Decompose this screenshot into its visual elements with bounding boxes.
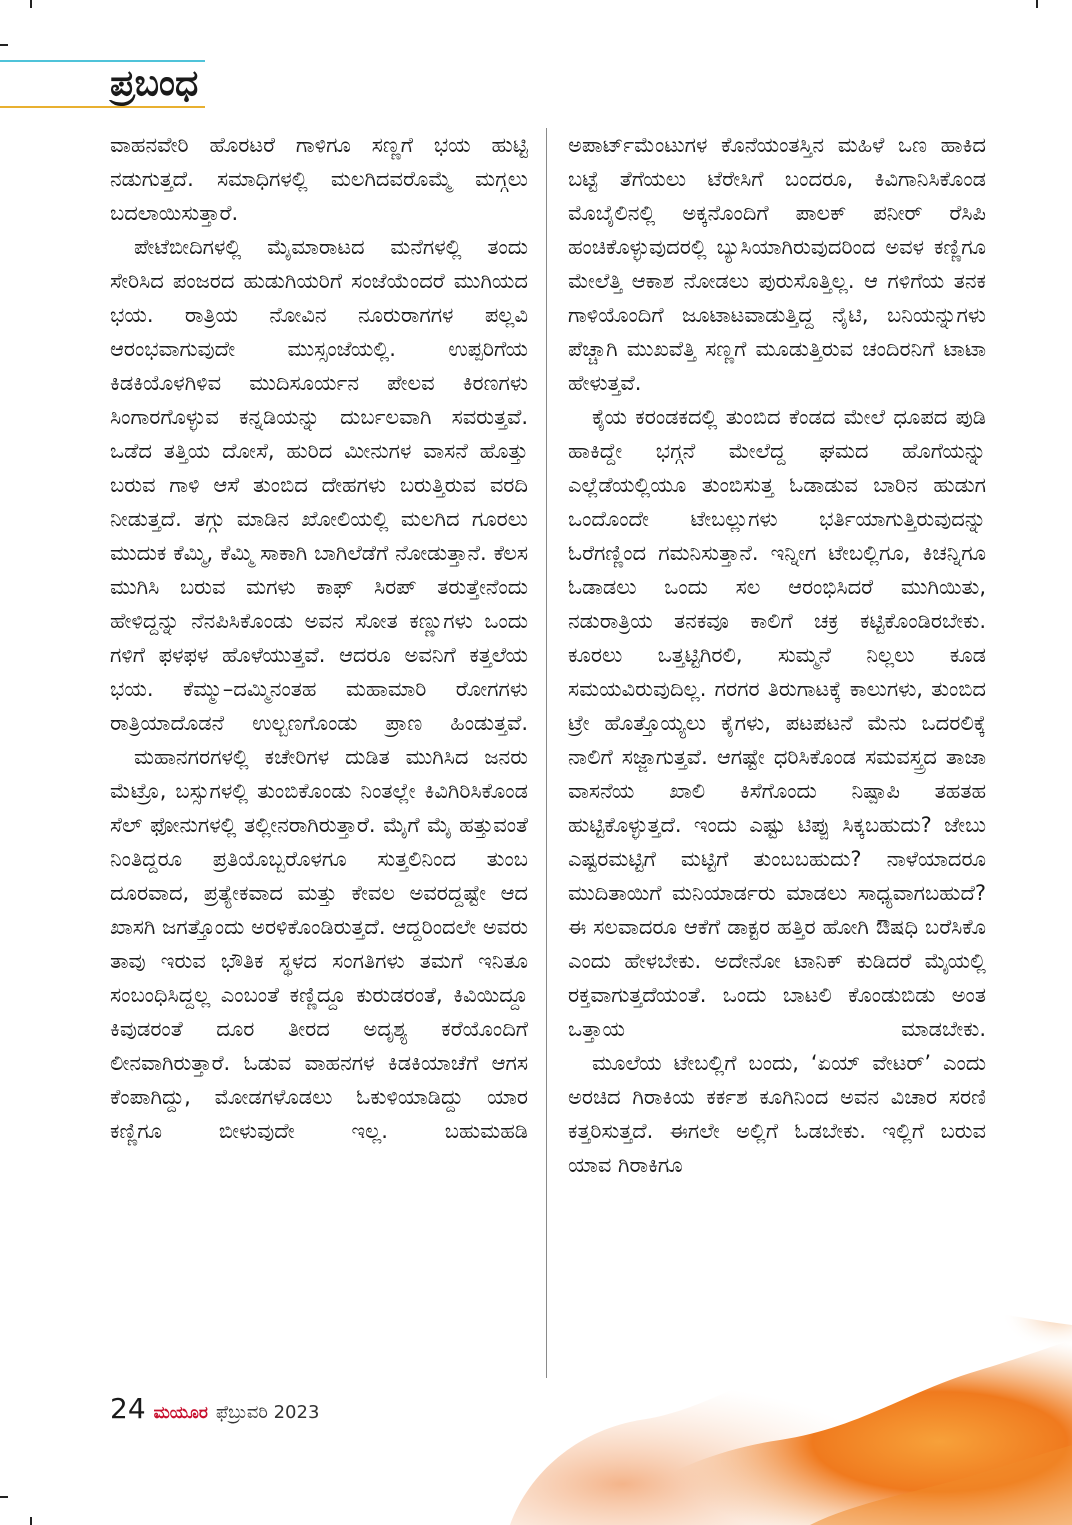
crop-mark-left-upper [0, 44, 8, 46]
paragraph: ಪೇಟೆಬೀದಿಗಳಲ್ಲಿ ಮೈಮಾರಾಟದ ಮನೆಗಳಲ್ಲಿ ತಂದು ಸೇರಿಸಿದ ಪಂಜರದ ಹುಡುಗಿಯರಿಗೆ ಸಂಜೆಯೆಂದರೆ ಮುಗಿಯದ ಭಯ. ರಾತ್ರಿಯ ನೋವಿನ ನೂರುರಾಗಗಳ ಪಲ್ಲವಿ ಆರಂಭವಾಗುವುದೇ ಮುಸ್ಸಂಜೆಯಲ್ಲಿ. ಉಪ್ಪರಿಗೆಯ ಕಿಡಕಿಯೊಳಗಿಳಿವ ಮುದಿಸೂರ್ಯನ ಪೇಲವ ಕಿರಣಗಳು ಸಿಂಗಾರಗೊಳ್ಳುವ ಕನ್ನಡಿಯನ್ನು ದುರ್ಬಲವಾಗಿ ಸವರುತ್ತವೆ. ಒಡೆದ ತತ್ತಿಯ ದೋಸೆ, ಹುರಿದ ಮೀನುಗಳ ವಾಸನೆ ಹೊತ್ತು ಬರುವ ಗಾಳಿ ಆಸೆ ತುಂಬಿದ ದೇಹಗಳು ಬರುತ್ತಿರುವ ವರದಿ ನೀಡುತ್ತದೆ. ತಗ್ಗು ಮಾಡಿನ ಖೋಲಿಯಲ್ಲಿ ಮಲಗಿದ ಗೂರಲು ಮುದುಕ ಕೆಮ್ಮಿ, ಕೆಮ್ಮಿ ಸಾಕಾಗಿ ಬಾಗಿಲೆಡೆಗೆ ನೋಡುತ್ತಾನೆ. ಕೆಲಸ ಮುಗಿಸಿ ಬರುವ ಮಗಳು ಕಾಫ್ ಸಿರಪ್ ತರುತ್ತೇನೆಂದು ಹೇಳಿದ್ದನ್ನು ನೆನಪಿಸಿಕೊಂಡು ಅವನ ಸೋತ ಕಣ್ಣುಗಳು ಒಂದು ಗಳಿಗೆ ಫಳಫಳ ಹೊಳೆಯುತ್ತವೆ. ಆದರೂ ಅವನಿಗೆ ಕತ್ತಲೆಯ ಭಯ. ಕೆಮ್ಮು–ದಮ್ಮಿನಂತಹ ಮಹಾಮಾರಿ ರೋಗಗಳು ರಾತ್ರಿಯಾದೊಡನೆ ಉಲ್ಬಣಗೊಂಡು ಪ್ರಾಣ ಹಿಂಡುತ್ತವೆ. [110, 235, 528, 735]
column-divider [546, 128, 547, 1378]
paragraph: ಮಹಾನಗರಗಳಲ್ಲಿ ಕಚೇರಿಗಳ ದುಡಿತ ಮುಗಿಸಿದ ಜನರು ಮೆಟ್ರೊ, ಬಸ್ಸುಗಳಲ್ಲಿ ತುಂಬಿಕೊಂಡು ನಿಂತಲ್ಲೇ ಕಿವಿಗಿರಿಸಿಕೊಂಡ ಸೆಲ್ ಫೋನುಗಳಲ್ಲಿ ತಲ್ಲೀನರಾಗಿರುತ್ತಾರೆ. ಮೈಗೆ ಮೈ ಹತ್ತುವಂತೆ ನಿಂತಿದ್ದರೂ ಪ್ರತಿಯೊಬ್ಬರೊಳಗೂ ಸುತ್ತಲಿನಿಂದ ತುಂಬ ದೂರವಾದ, ಪ್ರತ್ಯೇಕವಾದ ಮತ್ತು ಕೇವಲ ಅವರದ್ದಷ್ಟೇ ಆದ ಖಾಸಗಿ ಜಗತ್ತೊಂದು ಅರಳಿಕೊಂಡಿರುತ್ತದೆ. ಆದ್ದರಿಂದಲೇ ಅವರು ತಾವು ಇರುವ ಭೌತಿಕ ಸ್ಥಳದ ಸಂಗತಿಗಳು ತಮಗೆ ಇನಿತೂ ಸಂಬಂಧಿಸಿದ್ದಲ್ಲ ಎಂಬಂತೆ ಕಣ್ಣಿದ್ದೂ ಕುರುಡರಂತೆ, ಕಿವಿಯಿದ್ದೂ ಕಿವುಡರಂತೆ ದೂರ ತೀರದ ಅದೃಶ್ಯ ಕರೆಯೊಂದಿಗೆ ಲೀನವಾಗಿರುತ್ತಾರೆ. ಓಡುವ ವಾಹನಗಳ ಕಿಡಕಿಯಾಚೆಗೆ ಆಗಸ ಕೆಂಪಾಗಿದ್ದು, ಮೋಡಗಳೊಡಲು ಓಕುಳಿಯಾಡಿದ್ದು ಯಾರ ಕಣ್ಣಿಗೂ ಬೀಳುವುದೇ ಇಲ್ಲ. ಬಹುಮಹಡಿ [110, 745, 528, 1143]
watercolor-splash-decoration [510, 1300, 1072, 1525]
paragraph: ಅಪಾರ್ಟ್‌ಮೆಂಟುಗಳ ಕೊನೆಯಂತಸ್ತಿನ ಮಹಿಳೆ ಒಣ ಹಾಕಿದ ಬಟ್ಟೆ ತೆಗೆಯಲು ಟೆರೇಸಿಗೆ ಬಂದರೂ, ಕಿವಿಗಾನಿಸಿಕೊಂಡ ಮೊಬೈಲಿನಲ್ಲಿ ಅಕ್ಕನೊಂದಿಗೆ ಪಾಲಕ್ ಪನೀರ್ ರೆಸಿಪಿ ಹಂಚಿಕೊಳ್ಳುವುದರಲ್ಲಿ ಬ್ಯುಸಿಯಾಗಿರುವುದರಿಂದ ಅವಳ ಕಣ್ಣಿಗೂ ಮೇಲೆತ್ತಿ ಆಕಾಶ ನೋಡಲು ಪುರುಸೊತ್ತಿಲ್ಲ. ಆ ಗಳಿಗೆಯ ತನಕ ಗಾಳಿಯೊಂದಿಗೆ ಜೂಟಾಟವಾಡುತ್ತಿದ್ದ ನೈಟಿ, ಬನಿಯನ್ನುಗಳು ಪೆಚ್ಚಾಗಿ ಮುಖವೆತ್ತಿ ಸಣ್ಣಗೆ ಮೂಡುತ್ತಿರುವ ಚಂದಿರನಿಗೆ ಟಾಟಾ ಹೇಳುತ್ತವೆ. [568, 133, 986, 395]
article-column-right [568, 128, 986, 1182]
paragraph: ಯಾವ ಗಿರಾಕಿಗೂ [568, 1153, 683, 1177]
crop-mark-top-right [1036, 0, 1038, 8]
issue-date: ಫೆಬ್ರುವರಿ 2023 [215, 1402, 320, 1423]
page-footer [110, 1392, 319, 1432]
paragraph: ಮೂಲೆಯ ಟೇಬಲ್ಲಿಗೆ ಬಂದು, ‘ಏಯ್ ವೇಟರ್’ ಎಂದು ಅರಚಿದ ಗಿರಾಕಿಯ ಕರ್ಕಶ ಕೂಗಿನಿಂದ ಅವನ ವಿಚಾರ ಸರಣಿ ಕತ್ತರಿಸುತ್ತದೆ. ಈಗಲೇ ಅಲ್ಲಿಗೆ ಓಡಬೇಕು. ಇಲ್ಲಿಗೆ ಬರುವ [568, 1051, 986, 1143]
header-rule-bottom [0, 106, 205, 108]
crop-mark-left-lower [0, 1496, 8, 1498]
paragraph: ವಾಹನವೇರಿ ಹೊರಟರೆ ಗಾಳಿಗೂ ಸಣ್ಣಗೆ ಭಯ ಹುಟ್ಟಿ ನಡುಗುತ್ತದೆ. ಸಮಾಧಿಗಳಲ್ಲಿ ಮಲಗಿದವರೊಮ್ಮೆ ಮಗ್ಗಲು ಬದಲಾಯಿಸುತ್ತಾರೆ. [110, 133, 528, 225]
crop-mark-bottom-left [30, 1517, 32, 1525]
magazine-logo: ಮಯೂರ [153, 1403, 208, 1423]
page-number: 24 [110, 1392, 146, 1425]
paragraph: ಕೈಯ ಕರಂಡಕದಲ್ಲಿ ತುಂಬಿದ ಕೆಂಡದ ಮೇಲೆ ಧೂಪದ ಪುಡಿ ಹಾಕಿದ್ದೇ ಭಗ್ಗನೆ ಮೇಲೆದ್ದ ಘಮದ ಹೊಗೆಯನ್ನು ಎಲ್ಲೆಡೆಯಲ್ಲಿಯೂ ತುಂಬಿಸುತ್ತ ಓಡಾಡುವ ಬಾರಿನ ಹುಡುಗ ಒಂದೊಂದೇ ಟೇಬಲ್ಲುಗಳು ಭರ್ತಿಯಾಗುತ್ತಿರುವುದನ್ನು ಓರೆಗಣ್ಣಿಂದ ಗಮನಿಸುತ್ತಾನೆ. ಇನ್ನೀಗ ಟೇಬಲ್ಲಿಗೂ, ಕಿಚನ್ನಿಗೂ ಓಡಾಡಲು ಒಂದು ಸಲ ಆರಂಭಿಸಿದರೆ ಮುಗಿಯಿತು, ನಡುರಾತ್ರಿಯ ತನಕವೂ ಕಾಲಿಗೆ ಚಕ್ರ ಕಟ್ಟಿಕೊಂಡಿರಬೇಕು. ಕೂರಲು ಒತ್ತಟ್ಟಿಗಿರಲಿ, ಸುಮ್ಮನೆ ನಿಲ್ಲಲು ಕೂಡ ಸಮಯವಿರುವುದಿಲ್ಲ. ಗರಗರ ತಿರುಗಾಟಕ್ಕೆ ಕಾಲುಗಳು, ತುಂಬಿದ ಟ್ರೇ ಹೊತ್ತೊಯ್ಯಲು ಕೈಗಳು, ಪಟಪಟನೆ ಮೆನು ಒದರಲಿಕ್ಕೆ ನಾಲಿಗೆ ಸಜ್ಜಾಗುತ್ತವೆ. ಆಗಷ್ಟೇ ಧರಿಸಿಕೊಂಡ ಸಮವಸ್ತ್ರದ ತಾಜಾ ವಾಸನೆಯ ಖಾಲಿ ಕಿಸೆಗೊಂದು ನಿಷ್ಪಾಪಿ ತಹತಹ ಹುಟ್ಟಿಕೊಳ್ಳುತ್ತದೆ. ಇಂದು ಎಷ್ಟು ಟಿಪ್ಪು ಸಿಕ್ಕಬಹುದು? ಜೇಬು ಎಷ್ಟರಮಟ್ಟಿಗೆ ಮಟ್ಟಿಗೆ ತುಂಬಬಹುದು? ನಾಳೆಯಾದರೂ ಮುದಿತಾಯಿಗೆ ಮನಿಯಾರ್ಡರು ಮಾಡಲು ಸಾಧ್ಯವಾಗಬಹುದೆ? ಈ ಸಲವಾದರೂ ಆಕೆಗೆ ಡಾಕ್ಟರ ಹತ್ತಿರ ಹೋಗಿ ಔಷಧಿ ಬರೆಸಿಕೊ ಎಂದು ಹೇಳಬೇಕು. ಅದೇನೋ ಟಾನಿಕ್ ಕುಡಿದರೆ ಮೈಯಲ್ಲಿ ರಕ್ತವಾಗುತ್ತದೆಯಂತೆ. ಒಂದು ಬಾಟಲಿ ಕೊಂಡುಬಿಡು ಅಂತ ಒತ್ತಾಯ ಮಾಡಬೇಕು. [568, 405, 986, 1041]
section-title: ಪ್ರಬಂಧ [110, 63, 199, 104]
article-column-left [110, 128, 528, 1148]
crop-mark-top-left [30, 0, 32, 8]
